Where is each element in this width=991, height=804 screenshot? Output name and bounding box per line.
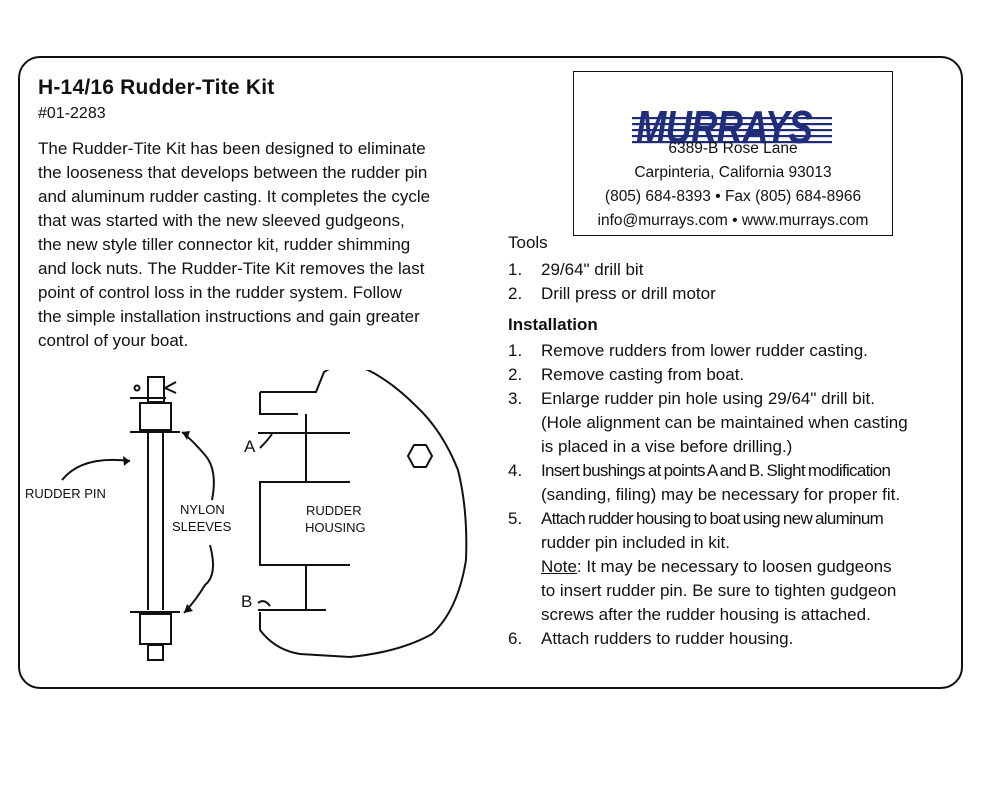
step-line: Insert bushings at points A and B. Slight modification <box>541 461 891 480</box>
intro-line: and lock nuts. The Rudder-Tite Kit removes the last <box>38 259 425 278</box>
step-line: Attach rudder housing to boat using new aluminum <box>541 509 884 528</box>
intro-line: point of control loss in the rudder system. Follow <box>38 283 402 302</box>
step-line: (Hole alignment can be maintained when casting <box>541 413 908 432</box>
point-a-label: A <box>244 437 256 456</box>
rudder-label: RUDDER <box>306 503 362 518</box>
nylon-arrow-bottom <box>184 545 213 613</box>
housing-upper-edge <box>260 392 298 414</box>
point-b-arrow <box>258 601 270 606</box>
note-label: Note <box>541 557 577 576</box>
sleeves-label: SLEEVES <box>172 519 232 534</box>
part-number: #01-2283 <box>38 105 106 122</box>
installation-step <box>508 627 908 651</box>
tools-item <box>508 282 716 306</box>
installation-list <box>508 339 908 651</box>
step-number: 2. <box>508 365 523 384</box>
note-text: : It may be necessary to loosen gudgeons <box>576 557 892 576</box>
step-text: Attach rudders to rudder housing. <box>541 629 794 648</box>
intro-line: the new style tiller connector kit, rudder shimming <box>38 235 411 254</box>
pin-clip <box>165 382 176 393</box>
item-text: Drill press or drill motor <box>541 284 716 303</box>
installation-step <box>508 363 908 387</box>
point-a-arrow <box>260 434 272 448</box>
logo-wordmark: MURRAYS <box>636 101 814 150</box>
intro-line: the simple installation instructions and gain greater <box>38 307 420 326</box>
step-number: 6. <box>508 629 523 648</box>
step-note-line: screws after the rudder housing is attached. <box>541 605 871 624</box>
intro-paragraph <box>38 137 498 353</box>
page-title: H-14/16 Rudder-Tite Kit <box>38 76 275 99</box>
step-text: Remove casting from boat. <box>541 365 745 384</box>
tools-list <box>508 258 716 306</box>
housing-label: HOUSING <box>305 520 366 535</box>
item-number: 1. <box>508 260 523 279</box>
web-line: info@murrays.com • www.murrays.com <box>597 212 869 229</box>
nylon-sleeve-top <box>140 403 171 430</box>
step-line: is placed in a vise before drilling.) <box>541 437 793 456</box>
address-line: 6389-B Rose Lane <box>668 140 798 157</box>
city-line: Carpinteria, California 93013 <box>634 164 832 181</box>
step-text: Remove rudders from lower rudder casting. <box>541 341 868 360</box>
intro-line: control of your boat. <box>38 331 189 350</box>
step-note-line <box>541 555 908 579</box>
step-number: 5. <box>508 509 523 528</box>
nylon-arrow-top <box>182 432 214 500</box>
nylon-sleeve-bottom <box>140 614 171 644</box>
rudder-diagram <box>20 370 480 670</box>
item-number: 2. <box>508 284 523 303</box>
intro-line: that was started with the new sleeved gudgeons, <box>38 211 405 230</box>
phone-line: (805) 684-8393 • Fax (805) 684-8966 <box>604 188 862 205</box>
intro-line: and aluminum rudder casting. It completes the cycle <box>38 187 431 206</box>
contact-box <box>573 71 893 236</box>
step-line: Enlarge rudder pin hole using 29/64" drill bit. <box>541 389 875 408</box>
intro-line: The Rudder-Tite Kit has been designed to eliminate <box>38 139 426 158</box>
intro-line: the looseness that develops between the rudder pin <box>38 163 428 182</box>
point-b-label: B <box>241 592 253 611</box>
installation-step <box>508 339 908 363</box>
pin-tip <box>148 645 163 660</box>
step-line: rudder pin included in kit. <box>541 533 731 552</box>
nylon-label: NYLON <box>180 502 225 517</box>
installation-heading: Installation <box>508 315 598 334</box>
step-line: (sanding, filing) may be necessary for proper fit. <box>541 485 901 504</box>
housing-hex-hole <box>408 445 432 467</box>
rudder-pin-arrow <box>62 460 130 480</box>
pin-hole <box>135 386 140 391</box>
step-number: 3. <box>508 389 523 408</box>
step-number: 4. <box>508 461 523 480</box>
rudder-pin-label: RUDDER PIN <box>25 486 106 501</box>
tools-heading: Tools <box>508 233 548 252</box>
step-note-line: to insert rudder pin. Be sure to tighten gudgeon <box>541 581 897 600</box>
installation-step <box>508 507 908 627</box>
item-text: 29/64" drill bit <box>541 260 644 279</box>
step-number: 1. <box>508 341 523 360</box>
installation-step <box>508 459 908 507</box>
installation-step <box>508 387 908 459</box>
tools-item <box>508 258 716 282</box>
